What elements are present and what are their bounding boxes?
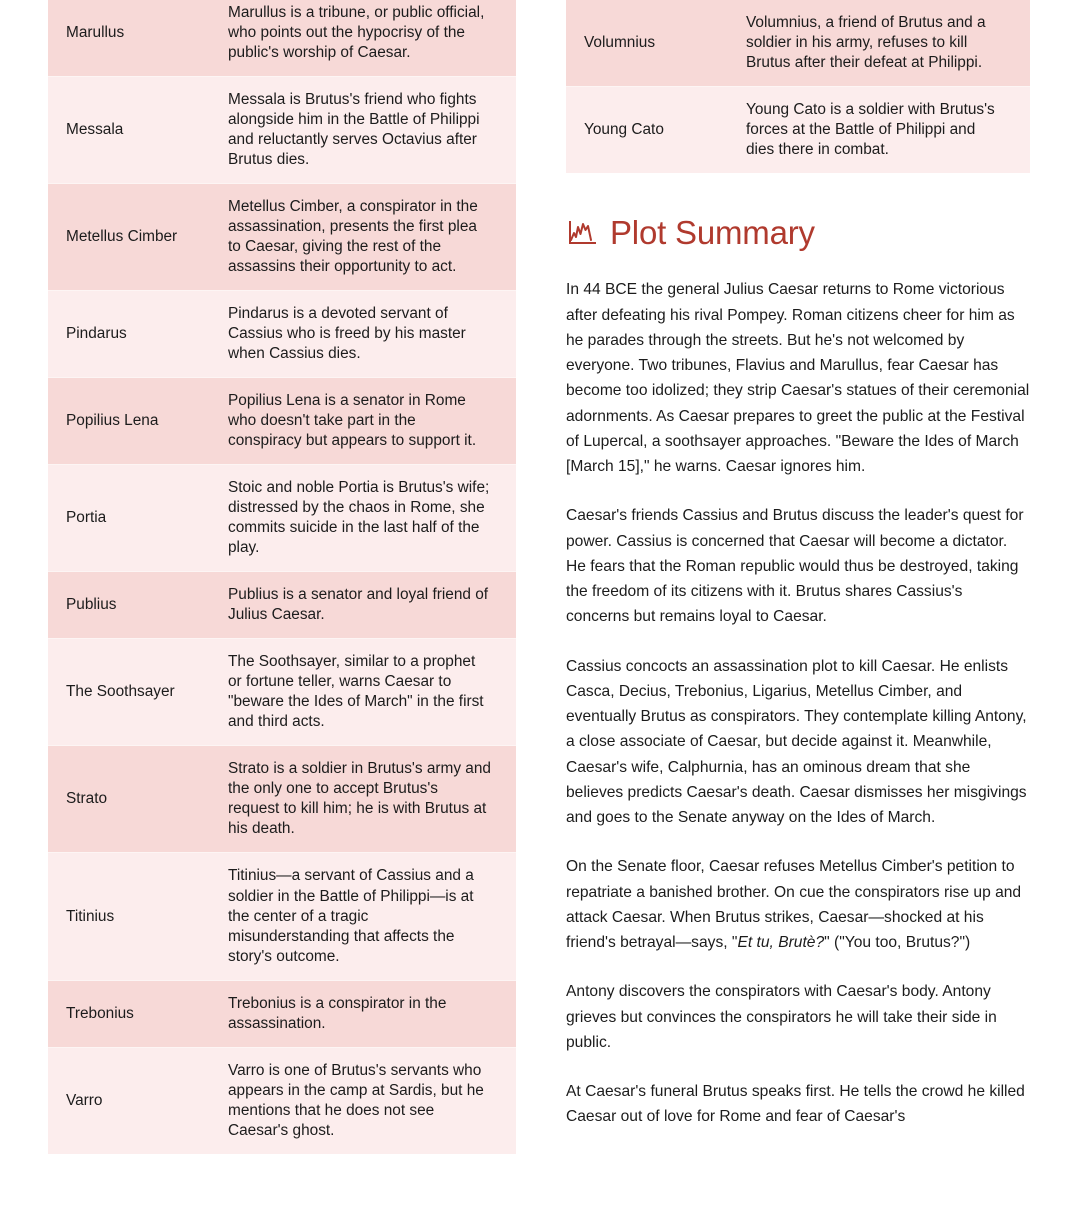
plot-summary-heading xyxy=(566,215,1030,251)
character-description-cell: Metellus Cimber, a conspirator in the assassination, presents the first plea to Caesar, giving the rest of the assassins their opportunity to act. xyxy=(222,184,516,291)
character-name-cell: Marullus xyxy=(66,24,125,42)
character-name-cell: Titinius xyxy=(48,853,222,980)
character-table-left-body xyxy=(48,0,516,1154)
character-description-cell: Volumnius, a friend of Brutus and a soldier in his army, refuses to kill Brutus after their defeat at Philippi. xyxy=(746,14,986,72)
table-row xyxy=(48,1047,516,1154)
latin-quote: Et tu, Brutè? xyxy=(737,934,825,952)
character-description-cell: Young Cato is a soldier with Brutus's forces at the Battle of Philippi and dies there in combat. xyxy=(740,87,1030,174)
character-name-cell: Young Cato xyxy=(566,87,740,174)
table-row xyxy=(566,87,1030,174)
character-table-left xyxy=(48,0,516,1154)
character-name-cell: Popilius Lena xyxy=(48,378,222,465)
character-name-cell: Publius xyxy=(48,572,222,639)
table-row xyxy=(48,639,516,746)
left-column xyxy=(48,0,516,1154)
character-name-cell: Pindarus xyxy=(48,291,222,378)
character-table-right xyxy=(566,0,1030,173)
table-row xyxy=(48,465,516,572)
paragraph: Cassius concocts an assassination plot to kill Caesar. He enlists Casca, Decius, Trebonius, Ligarius, Metellus Cimber, and eventually Brutus as conspirators. They contemplate killing Antony, a close associate of Caesar, but decide against it. Meanwhile, Caesar's wife, Calphurnia, has an ominous dream that she believes predicts Caesar's death. Caesar dismisses her misgivings and goes to the Senate anyway on the Ides of March. xyxy=(566,657,1027,827)
character-description-cell: Marullus is a tribune, or public official, who points out the hypocrisy of the public's worship of Caesar. xyxy=(228,4,485,62)
character-description-cell: Varro is one of Brutus's servants who appears in the camp at Sardis, but he mentions that he does not see Caesar's ghost. xyxy=(222,1047,516,1154)
table-row xyxy=(48,572,516,639)
character-description-cell: Pindarus is a devoted servant of Cassius who is freed by his master when Cassius dies. xyxy=(222,291,516,378)
character-name-cell: Portia xyxy=(48,465,222,572)
plot-summary-title: Plot Summary xyxy=(610,214,815,252)
character-name-cell: Messala xyxy=(48,77,222,184)
plot-summary-body xyxy=(566,277,1030,1129)
character-name-cell: Strato xyxy=(48,746,222,853)
table-row xyxy=(566,0,1030,87)
character-description-cell: Trebonius is a conspirator in the assassination. xyxy=(222,980,516,1047)
character-table-right-body xyxy=(566,0,1030,173)
plot-summary-section xyxy=(566,215,1030,1130)
character-name-cell: Metellus Cimber xyxy=(48,184,222,291)
table-row xyxy=(48,184,516,291)
paragraph: Caesar's friends Cassius and Brutus discuss the leader's quest for power. Cassius is concerned that Caesar will become a dictator. He fears that the Roman republic would thus be destroyed, taking the freedom of its citizens with it. Brutus shares Cassius's concerns but remains loyal to Caesar. xyxy=(566,507,1024,626)
table-row xyxy=(48,0,516,77)
table-row xyxy=(48,980,516,1047)
table-row xyxy=(48,378,516,465)
paragraph: Antony discovers the conspirators with Caesar's body. Antony grieves but convinces the conspirators he will take their side in public. xyxy=(566,983,997,1051)
character-description-cell: Publius is a senator and loyal friend of Julius Caesar. xyxy=(222,572,516,639)
paragraph: On the Senate floor, Caesar refuses Metellus Cimber's petition to repatriate a banished brother. On cue the conspirators rise up and attack Caesar. When Brutus strikes, Caesar—shocked at his friend's betrayal—says, "Et tu, Brutè?" ("You too, Brutus?") xyxy=(566,858,1022,952)
character-description-cell: Messala is Brutus's friend who fights alongside him in the Battle of Philippi and reluctantly serves Octavius after Brutus dies. xyxy=(222,77,516,184)
character-description-cell: Strato is a soldier in Brutus's army and the only one to accept Brutus's request to kill him; he is with Brutus at his death. xyxy=(222,746,516,853)
character-description-cell: The Soothsayer, similar to a prophet or fortune teller, warns Caesar to "beware the Ides of March" in the first and third acts. xyxy=(222,639,516,746)
left-table-clip xyxy=(48,0,516,1154)
character-name-cell: Trebonius xyxy=(48,980,222,1047)
character-description-cell: Stoic and noble Portia is Brutus's wife; distressed by the chaos in Rome, she commits suicide in the last half of the play. xyxy=(222,465,516,572)
table-row xyxy=(48,853,516,980)
paragraph: In 44 BCE the general Julius Caesar returns to Rome victorious after defeating his rival Pompey. Roman citizens cheer for him as he parades through the streets. But he's not welcomed by everyone. Two tribunes, Flavius and Marullus, fear Caesar has become too idolized; they strip Caesar's statues of their ceremonial adornments. As Caesar prepares to greet the public at the Festival of Lupercal, a soothsayer approaches. "Beware the Ides of March [March 15]," he warns. Caesar ignores him. xyxy=(566,281,1030,476)
paragraph: At Caesar's funeral Brutus speaks first. He tells the crowd he killed Caesar out of love for Rome and fear of Caesar's xyxy=(566,1083,1025,1126)
character-description-cell: Titinius—a servant of Cassius and a soldier in the Battle of Philippi—is at the center of a tragic misunderstanding that affects the story's outcome. xyxy=(222,853,516,980)
table-row xyxy=(48,746,516,853)
chart-line-icon xyxy=(566,218,598,248)
character-name-cell: Varro xyxy=(48,1047,222,1154)
character-name-cell: Volumnius xyxy=(584,34,656,52)
character-name-cell: The Soothsayer xyxy=(48,639,222,746)
table-row xyxy=(48,77,516,184)
table-row xyxy=(48,291,516,378)
right-column xyxy=(566,0,1030,1130)
character-description-cell: Popilius Lena is a senator in Rome who doesn't take part in the conspiracy but appears to support it. xyxy=(222,378,516,465)
